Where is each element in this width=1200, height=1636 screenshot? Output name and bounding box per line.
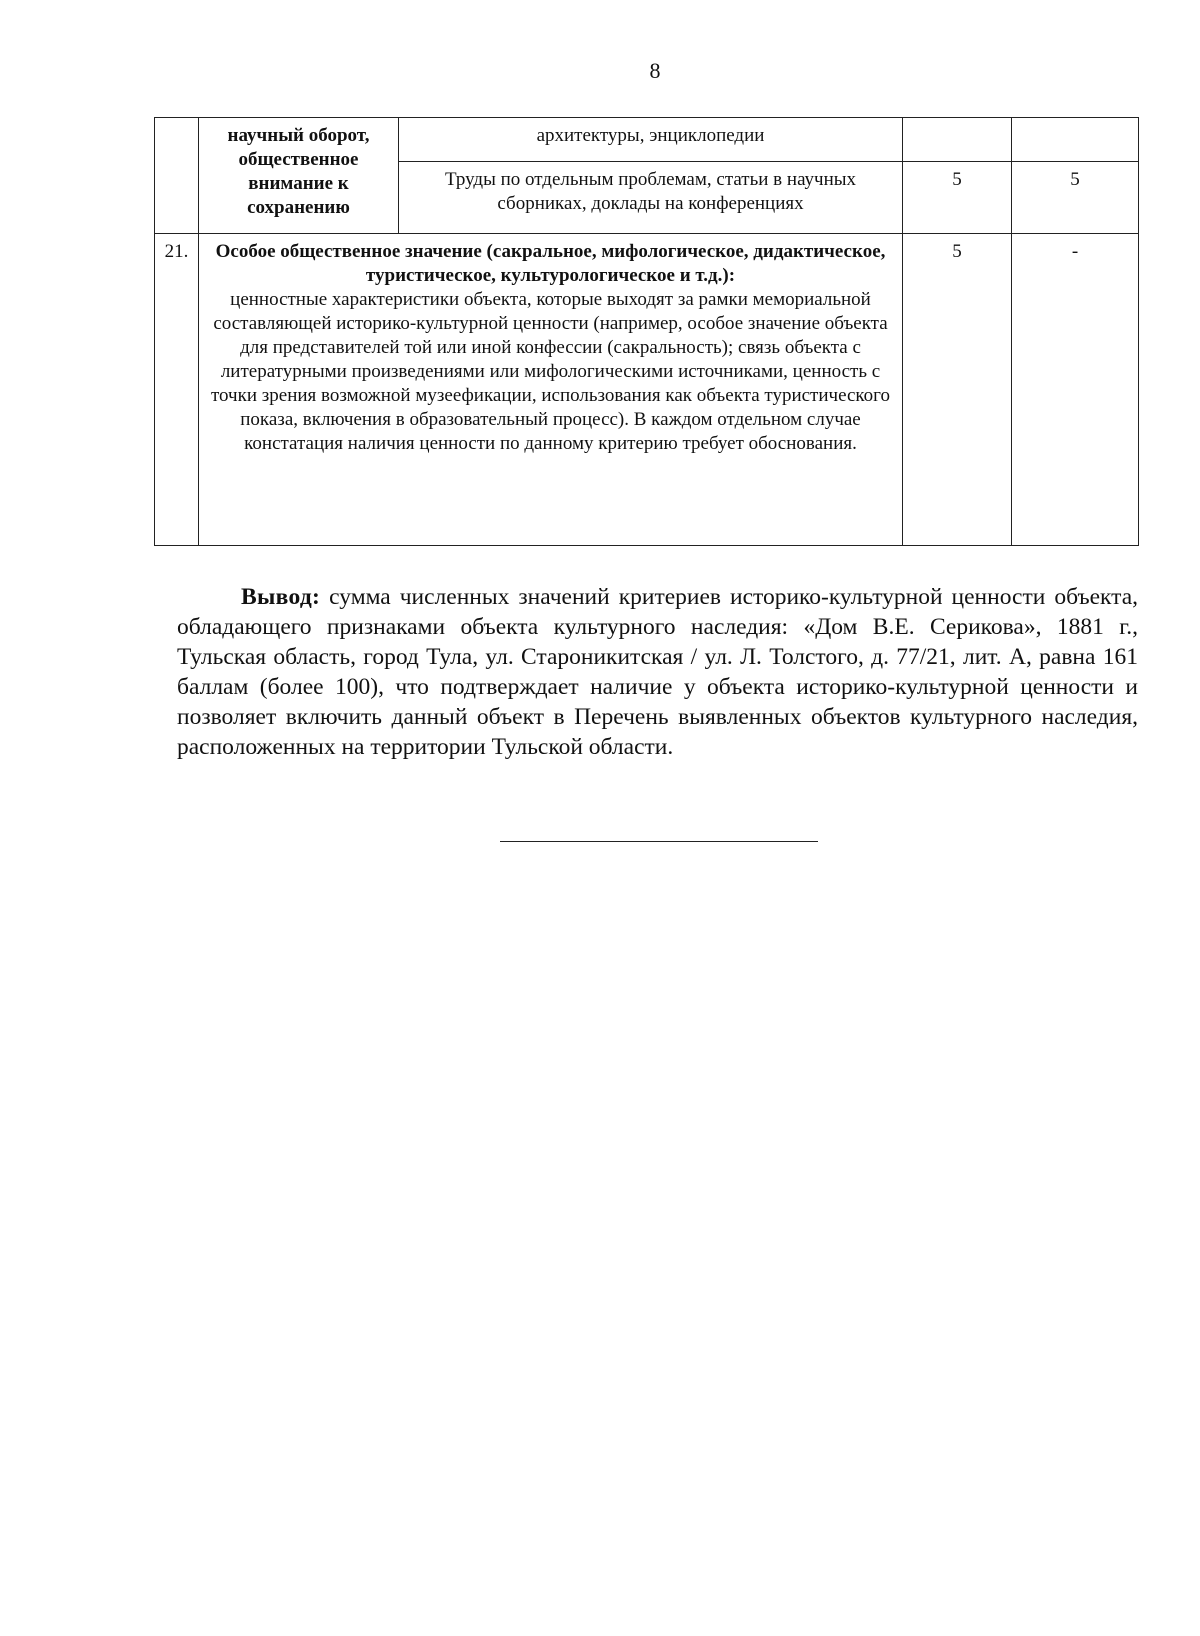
max-score-cell [903, 118, 1012, 162]
criterion-cell [199, 234, 903, 546]
conclusion-paragraph [177, 582, 1138, 762]
separator-line [500, 841, 818, 842]
score-cell [1012, 118, 1139, 162]
max-score-cell: 5 [903, 162, 1012, 234]
page-number: 8 [649, 58, 661, 83]
description-cell: архитектуры, энциклопедии [399, 118, 903, 162]
score-cell: - [1012, 234, 1139, 546]
criterion-cell: научный оборот, общественное внимание к сохранению [199, 118, 399, 234]
criterion-description: ценностные характеристики объекта, которые выходят за рамки мемориальной составляющей историко-культурной ценности (например, особое значение объекта для представителей той или иной конфессии (сакральность); связь объекта с литературными произведениями или мифологическими источниками, ценность с точки зрения возможной музеефикации, использования как объекта туристического показа, включения в образовательный процесс). В каждом отдельном случае констатация наличия ценности по данному критерию требует обоснования. [210, 289, 890, 454]
row-number-cell [155, 118, 199, 234]
conclusion-lead: Вывод: [241, 584, 321, 610]
table-row [155, 234, 1139, 546]
conclusion-text: сумма численных значений критериев историко-культурной ценности объекта, обладающего признаками объекта культурного наследия: «Дом В.Е. Серикова», 1881 г., Тульская область, город Тула, ул. Староникитская / ул. Л. Толстого, д. 77/21, лит. А, равна 161 баллам (более 100), что подтверждает наличие у объекта историко-культурной ценности и позволяет включить данный объект в Перечень выявленных объектов культурного наследия, расположенных на территории Тульской области. [177, 584, 1138, 760]
criteria-table [154, 117, 1139, 546]
criterion-heading: Особое общественное значение (сакральное, мифологическое, дидактическое, туристическое, культурологическое и т.д.): [215, 241, 886, 286]
score-cell: 5 [1012, 162, 1139, 234]
description-cell: Труды по отдельным проблемам, статьи в научных сборниках, доклады на конференциях [399, 162, 903, 234]
max-score-cell: 5 [903, 234, 1012, 546]
row-number-cell: 21. [155, 234, 199, 546]
table-row [155, 118, 1139, 162]
